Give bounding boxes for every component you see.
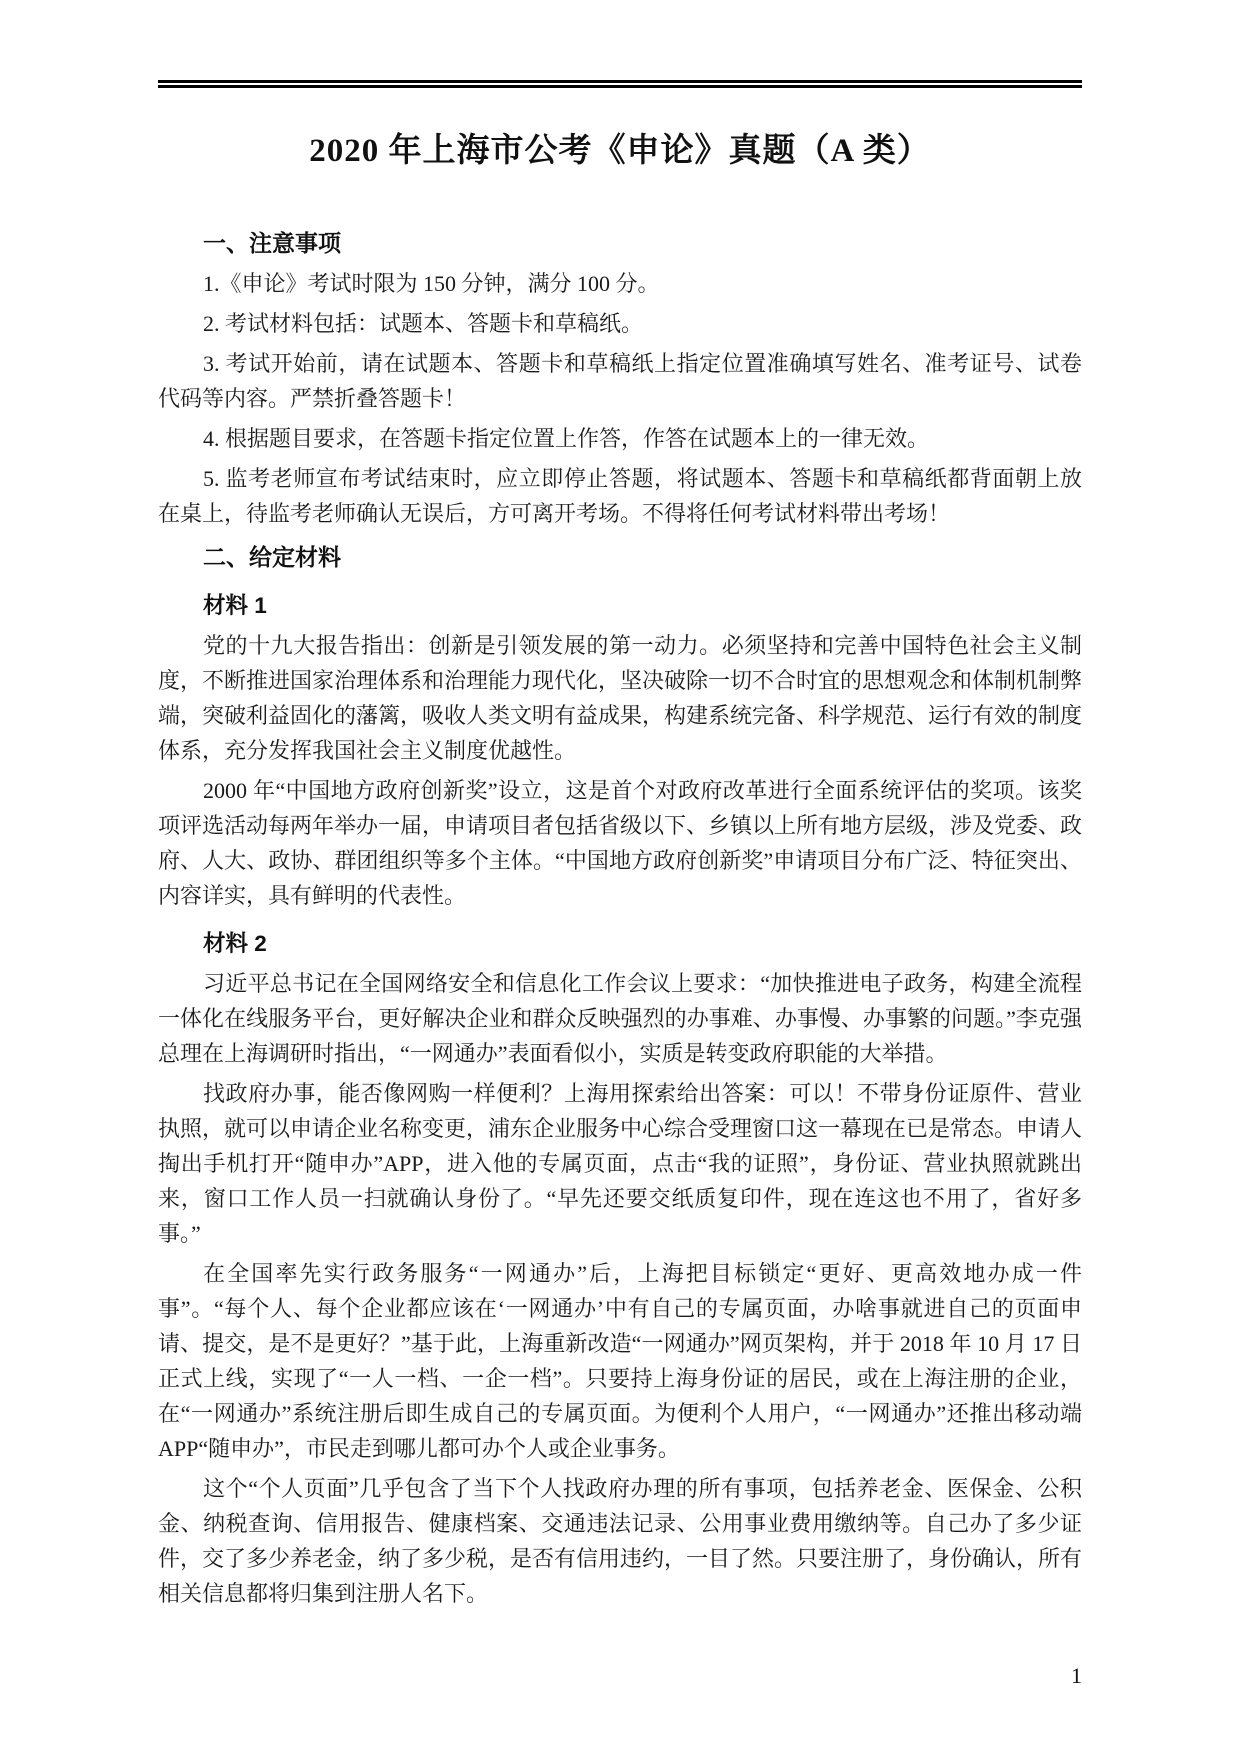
notice-item-3: 3. 考试开始前，请在试题本、答题卡和草稿纸上指定位置准确填写姓名、准考证号、试卷代码等内容。严禁折叠答题卡！ <box>158 351 1082 411</box>
material-2-paragraph: 找政府办事，能否像网购一样便利？上海用探索给出答案：可以！不带身份证原件、营业执照，就可以申请企业名称变更，浦东企业服务中心综合受理窗口这一幕现在已是常态。申请人掏出手机打开“随申办”APP，进入他的专属页面，点击“我的证照”，身份证、营业执照就跳出来，窗口工作人员一扫就确认身份了。“早先还要交纸质复印件，现在连这也不用了，省好多事。” <box>158 1081 1083 1246</box>
material-2-paragraph: 这个“个人页面”几乎包含了当下个人找政府办理的所有事项，包括养老金、医保金、公积金、纳税查询、信用报告、健康档案、交通违法记录、公用事业费用缴纳等。自己办了多少证件，交了多少养老金，纳了多少税，是否有信用违约，一目了然。只要注册了，身份确认，所有相关信息都将归集到注册人名下。 <box>158 1476 1083 1606</box>
material-1-label: 材料 1 <box>203 593 267 618</box>
section-heading-materials: 二、给定材料 <box>203 544 341 570</box>
material-1-paragraph: 党的十九大报告指出：创新是引领发展的第一动力。必须坚持和完善中国特色社会主义制度，不断推进国家治理体系和治理能力现代化，坚决破除一切不合时宜的思想观念和体制机制弊端，突破利益固化的藩篱，吸收人类文明有益成果，构建系统完备、科学规范、运行有效的制度体系，充分发挥我国社会主义制度优越性。 <box>158 633 1083 763</box>
notice-item-5: 5. 监考老师宣布考试结束时，应立即停止答题，将试题本、答题卡和草稿纸都背面朝上放在桌上，待监考老师确认无误后，方可离开考场。不得将任何考试材料带出考场！ <box>158 466 1082 526</box>
document-content <box>158 80 1082 1616</box>
material-2-label: 材料 2 <box>203 931 267 956</box>
header-double-rule <box>158 80 1082 88</box>
material-2-paragraph: 习近平总书记在全国网络安全和信息化工作会议上要求：“加快推进电子政务，构建全流程一体化在线服务平台，更好解决企业和群众反映强烈的办事难、办事慢、办事繁的问题。”李克强总理在上海调研时指出，“一网通办”表面看似小，实质是转变政府职能的大举措。 <box>158 971 1082 1066</box>
notice-item-1: 1.《申论》考试时限为 150 分钟，满分 100 分。 <box>203 271 660 296</box>
material-2-paragraph: 在全国率先实行政务服务“一网通办”后，上海把目标锁定“更好、更高效地办成一件事”。“每个人、每个企业都应该在‘一网通办’中有自己的专属页面，办啥事就进自己的页面申请、提交，是不是更好？”基于此，上海重新改造“一网通办”网页架构，并于 2018 年 10 月 17 日正式上线，实现了“一人一档、一企一档”。只要持上海身份证的居民，或在上海注册的企业，在“一网通办”系统注册后即生成自己的专属页面。为便利个人用户，“一网通办”还推出移动端 APP“随申办”，市民走到哪儿都可办个人或企业事务。 <box>158 1261 1082 1461</box>
page-number: 1 <box>1071 1663 1082 1688</box>
material-1-paragraph: 2000 年“中国地方政府创新奖”设立，这是首个对政府改革进行全面系统评估的奖项。该奖项评选活动每两年举办一届，申请项目者包括省级以下、乡镇以上所有地方层级，涉及党委、政府、人大、政协、群团组织等多个主体。“中国地方政府创新奖”申请项目分布广泛、特征突出、内容详实，具有鲜明的代表性。 <box>158 778 1083 908</box>
notice-item-2: 2. 考试材料包括：试题本、答题卡和草稿纸。 <box>203 311 644 336</box>
notice-item-4: 4. 根据题目要求，在答题卡指定位置上作答，作答在试题本上的一律无效。 <box>203 426 930 451</box>
page-title: 2020 年上海市公考《申论》真题（A 类） <box>309 133 931 169</box>
section-heading-notices: 一、注意事项 <box>203 230 341 256</box>
